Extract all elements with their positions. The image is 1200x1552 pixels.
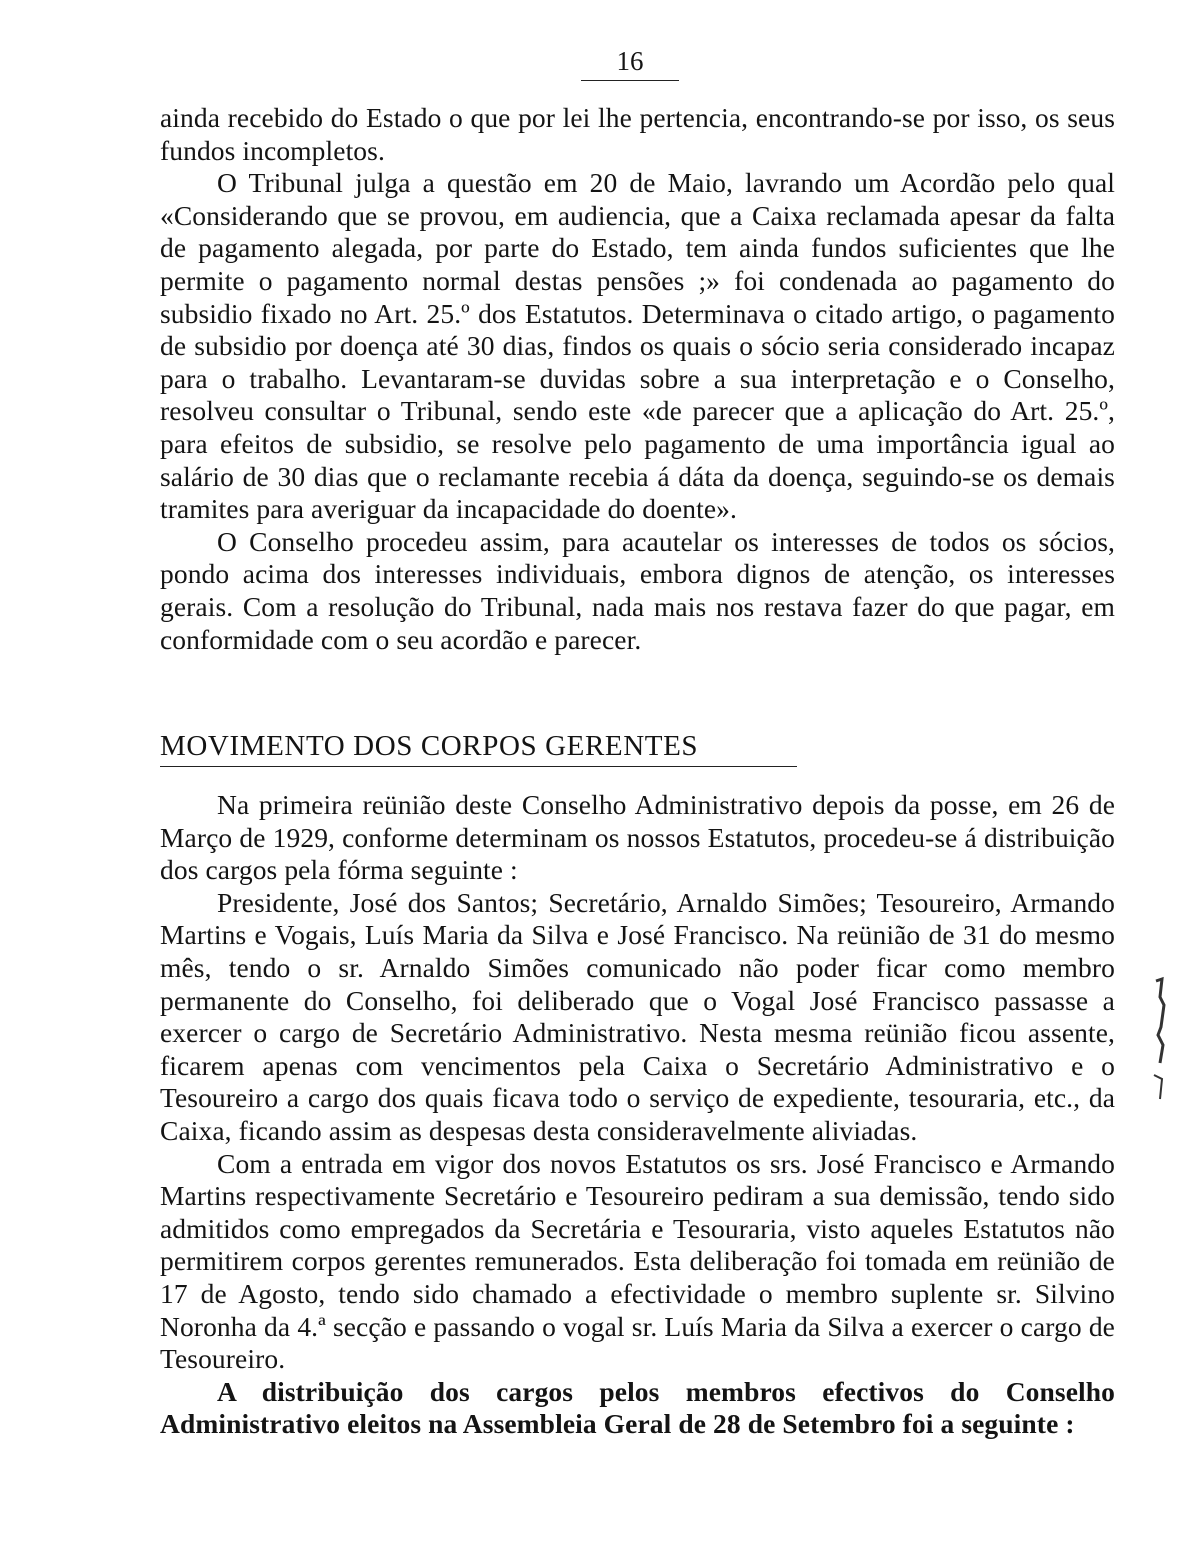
paragraph-continuation: ainda recebido do Estado o que por lei lhe pertencia, encontrando-se por isso, os seus fundos incompletos. [160, 102, 1115, 166]
section-heading: MOVIMENTO DOS CORPOS GERENTES [160, 728, 797, 767]
paragraph-tribunal-ruling: O Tribunal julga a questão em 20 de Maio, lavrando um Acordão pelo qual «Considerando que se provou, em audiencia, que a Caixa reclamada apesar da falta de pagamento alegada, por parte do Estado, tem ainda fundos suficientes que lhe permite o pagamento normal destas pensões ;» foi condenada ao pagamento do subsidio fixado no Art. 25.º dos Estatutos. Determinava o citado artigo, o pagamento de subsidio por doença até 30 dias, findos os quais o sócio seria considerado incapaz para o trabalho. Levantaram-se duvidas sobre a sua interpretação e o Conselho, resolveu consultar o Tribunal, sendo este «de parecer que a aplicação do Art. 25.º, para efeitos de subsidio, se resolve pelo pagamento de uma importância igual ao salário de 30 dias que o reclamante recebia á dáta da doença, seguindo-se os demais tramites para averiguar da incapacidade do doente». [160, 167, 1115, 525]
paragraph-council-action: O Conselho procedeu assim, para acautelar os interesses de todos os sócios, pondo acima dos interesses individuais, embora dignos de atenção, os interesses gerais. Com a resolução do Tribunal, nada mais nos restava fazer do que pagar, em conformidade com o seu acordão e parecer. [160, 525, 1115, 655]
top-text-block [160, 102, 1115, 656]
margin-ink-mark [1148, 975, 1172, 1105]
paragraph-officers: Presidente, José dos Santos; Secretário, Arnaldo Simões; Tesoureiro, Armando Martins e Vogais, Luís Maria da Silva e José Francisco. Na reünião de 31 do mesmo mês, tendo o sr. Arnaldo Simões comunicado não poder ficar como membro permanente do Conselho, foi deliberado que o Vogal José Francisco passasse a exercer o cargo de Secretário Administrativo. Nesta mesma reünião ficou assente, ficarem apenas com vencimentos pela Caixa o Secretário Administrativo e o Tesoureiro a cargo dos quais ficava todo o serviço de expediente, tesouraria, etc., da Caixa, ficando assim as despesas desta consideravelmente aliviadas. [160, 886, 1115, 1146]
section-text-block [160, 789, 1115, 1441]
paragraph-new-statutes: Com a entrada em vigor dos novos Estatutos os srs. José Francisco e Armando Martins respectivamente Secretário e Tesoureiro pediram a sua demissão, tendo sido admitidos como empregados da Secretária e Tesouraria, visto aqueles Estatutos não permitirem corpos gerentes remunerados. Esta deliberação foi tomada em reünião de 17 de Agosto, tendo sido chamado a efectividade o membro suplente sr. Silvino Noronha da 4.ª secção e passando o vogal sr. Luís Maria da Silva a exercer o cargo de Tesoureiro. [160, 1147, 1115, 1375]
page-number: 16 [581, 44, 679, 81]
paragraph-distribution: A distribuição dos cargos pelos membros efectivos do Conselho Administrativo eleitos na Assembleia Geral de 28 de Setembro foi a seguinte : [160, 1375, 1115, 1440]
paragraph-first-meeting: Na primeira reünião deste Conselho Administrativo depois da posse, em 26 de Março de 1929, conforme determinam os nossos Estatutos, procedeu-se á distribuição dos cargos pela fórma seguinte : [160, 789, 1115, 886]
